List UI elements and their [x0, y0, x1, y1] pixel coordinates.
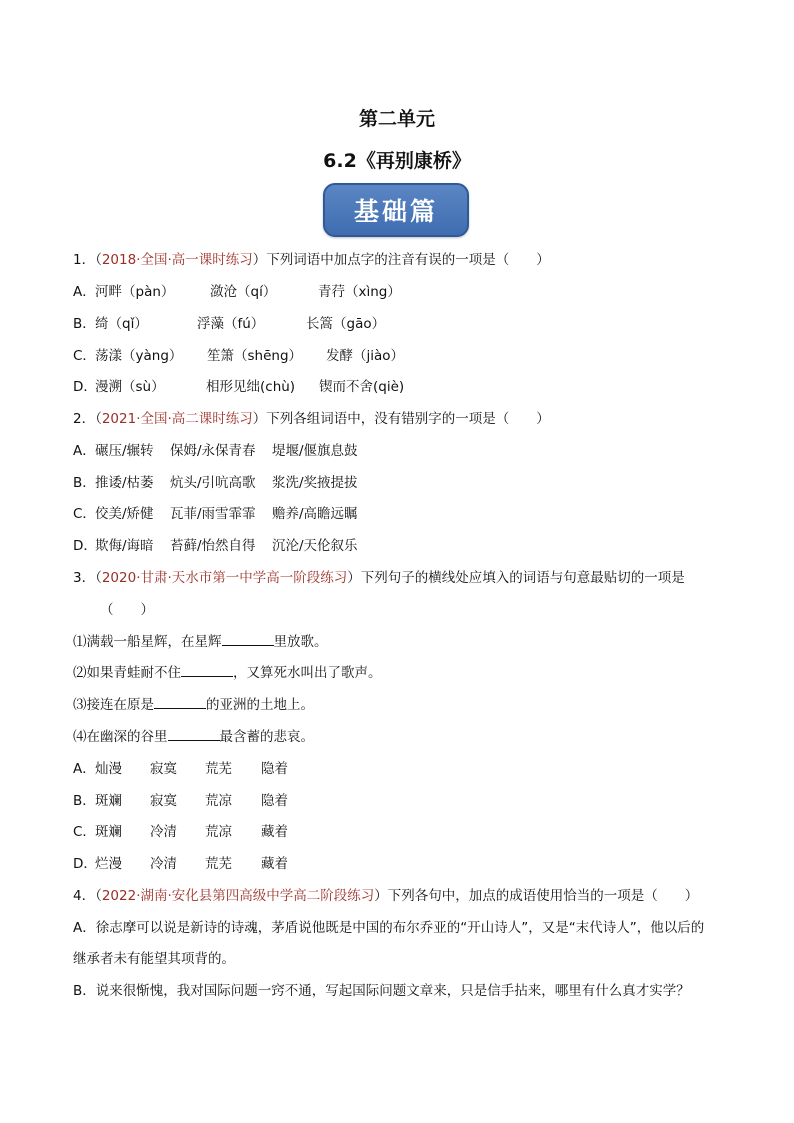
option-item: 锲而不舍(qiè) [319, 379, 405, 395]
option-text: 继承者未有能望其项背的。 [73, 951, 235, 967]
question-4-stem [73, 887, 698, 905]
option-item: 炕头/引吭高歌 [170, 475, 256, 491]
option-text: 说来很惭愧，我对国际问题一窍不通，写起国际问题文章来，只是信手拈来，哪里有什么真才实学？ [95, 983, 690, 999]
question-1-option-d [73, 378, 405, 396]
question-source: 2021·全国·高二课时练习 [101, 411, 253, 427]
option-item: 保姆/永保青春 [170, 443, 256, 459]
option-item: 荒芜 [205, 856, 232, 872]
answer-bracket: （ ） [100, 602, 154, 618]
option-item: 青荇（xìng） [318, 284, 401, 300]
option-label: B． [73, 316, 96, 332]
question-2-option-d [73, 537, 358, 555]
sentence-text: ⑴满载一船星辉，在星辉 [73, 634, 222, 650]
option-label: B． [73, 475, 96, 491]
banner-label: 基础篇 [353, 197, 438, 226]
option-item: 相形见绌(chù) [206, 379, 296, 395]
option-label: A． [73, 761, 96, 777]
option-item: 斑斓 [95, 824, 122, 840]
question-number: 2．（ [73, 411, 102, 427]
question-3-option-c [73, 823, 288, 841]
question-text: ）下列各句中，加点的成语使用恰当的一项是（ ） [374, 888, 699, 904]
question-text: ）下列词语中加点字的注音有误的一项是（ ） [252, 252, 550, 268]
question-source: 2022·湖南·安化县第四高级中学高二阶段练习 [101, 888, 375, 904]
option-item: 浆洗/奖掖提拔 [272, 475, 358, 491]
option-item: 寂寞 [150, 793, 177, 809]
question-number: 1．（ [73, 252, 102, 268]
question-3-sentence-2 [73, 664, 382, 682]
option-item: 冷清 [150, 856, 177, 872]
question-text: ）下列各组词语中，没有错别字的一项是（ ） [252, 411, 550, 427]
option-label: C． [73, 824, 96, 840]
lesson-title: 6.2《再别康桥》 [323, 150, 471, 172]
option-item: 堤堰/偃旗息鼓 [272, 443, 358, 459]
question-2-option-a [73, 442, 358, 460]
question-1-option-a [73, 283, 401, 301]
option-label: A． [73, 284, 96, 300]
section-banner [323, 183, 469, 237]
option-label: D． [73, 856, 97, 872]
option-item: 苔藓/怡然自得 [170, 538, 256, 554]
option-item: 潋沧（qí） [210, 284, 277, 300]
question-3-stem-bracket [100, 601, 154, 619]
option-label: D． [73, 538, 97, 554]
option-item: 灿漫 [95, 761, 122, 777]
question-4-option-a-cont [73, 950, 235, 968]
option-item: 笙箫（shēng） [207, 348, 303, 364]
option-text: 徐志摩可以说是新诗的诗魂，茅盾说他既是中国的布尔乔亚的“开山诗人”，又是“末代诗人”，他以后的 [95, 920, 705, 936]
option-label: B． [73, 793, 96, 809]
option-label: A． [73, 920, 96, 936]
option-item: 藏着 [261, 856, 288, 872]
unit-title: 第二单元 [358, 108, 435, 130]
option-label: A． [73, 443, 96, 459]
sentence-text: 的亚洲的土地上。 [206, 697, 314, 713]
question-1-stem [73, 251, 550, 269]
option-item: 斑斓 [95, 793, 122, 809]
question-source: 2018·全国·高一课时练习 [101, 252, 253, 268]
question-3-sentence-1 [73, 633, 328, 651]
question-4-option-a [73, 919, 704, 937]
question-3-option-a [73, 760, 288, 778]
sentence-text: ⑶接连在原是 [73, 697, 154, 713]
option-item: 河畔（pàn） [95, 284, 175, 300]
question-4-option-b [73, 982, 690, 1000]
question-text: ）下列句子的横线处应填入的词语与句意最贴切的一项是 [347, 570, 685, 586]
sentence-text: ⑷在幽深的谷里 [73, 729, 168, 745]
question-1-option-c [73, 347, 405, 365]
option-item: 长篙（gāo） [306, 316, 386, 332]
option-item: 漫溯（sù） [95, 379, 165, 395]
option-item: 荒芜 [205, 761, 232, 777]
option-item: 隐着 [261, 793, 288, 809]
sentence-text: 里放歌。 [273, 634, 328, 650]
option-item: 发酵（jiào） [326, 348, 405, 364]
option-item: 绮（qǐ） [95, 316, 148, 332]
option-item: 烂漫 [95, 856, 122, 872]
fill-blank [154, 696, 206, 709]
question-2-stem [73, 410, 550, 428]
option-label: C． [73, 348, 96, 364]
question-3-sentence-4 [73, 728, 314, 746]
option-item: 推诿/枯萎 [95, 475, 154, 491]
option-item: 沉沦/天伦叙乐 [272, 538, 358, 554]
question-1-option-b [73, 315, 386, 333]
option-item: 浮藻（fú） [197, 316, 265, 332]
option-label: C． [73, 506, 96, 522]
sentence-text: ，又算死水叫出了歌声。 [233, 665, 382, 681]
question-source: 2020·甘肃·天水市第一中学高一阶段练习 [101, 570, 348, 586]
sentence-text: ⑵如果青蛙耐不住 [73, 665, 181, 681]
option-item: 碾压/辗转 [95, 443, 154, 459]
option-item: 荒凉 [205, 824, 232, 840]
question-3-option-d [73, 855, 288, 873]
question-3-sentence-3 [73, 696, 314, 714]
question-number: 3．（ [73, 570, 102, 586]
option-label: D． [73, 379, 97, 395]
option-item: 荡漾（yàng） [95, 348, 183, 364]
option-item: 赡养/高瞻远瞩 [272, 506, 358, 522]
option-item: 佼美/矫健 [95, 506, 154, 522]
fill-blank [181, 664, 233, 677]
option-item: 瓦菲/雨雪霏霏 [170, 506, 256, 522]
fill-blank [222, 633, 274, 646]
option-label: B． [73, 983, 96, 999]
sentence-text: 最含蓄的悲哀。 [219, 729, 314, 745]
option-item: 荒凉 [205, 793, 232, 809]
question-2-option-b [73, 474, 358, 492]
question-number: 4．（ [73, 888, 102, 904]
option-item: 隐着 [261, 761, 288, 777]
option-item: 冷清 [150, 824, 177, 840]
fill-blank [168, 728, 220, 741]
question-3-option-b [73, 792, 288, 810]
option-item: 欺侮/诲暗 [95, 538, 154, 554]
question-3-stem [73, 569, 685, 587]
question-2-option-c [73, 505, 358, 523]
option-item: 藏着 [261, 824, 288, 840]
option-item: 寂寞 [150, 761, 177, 777]
